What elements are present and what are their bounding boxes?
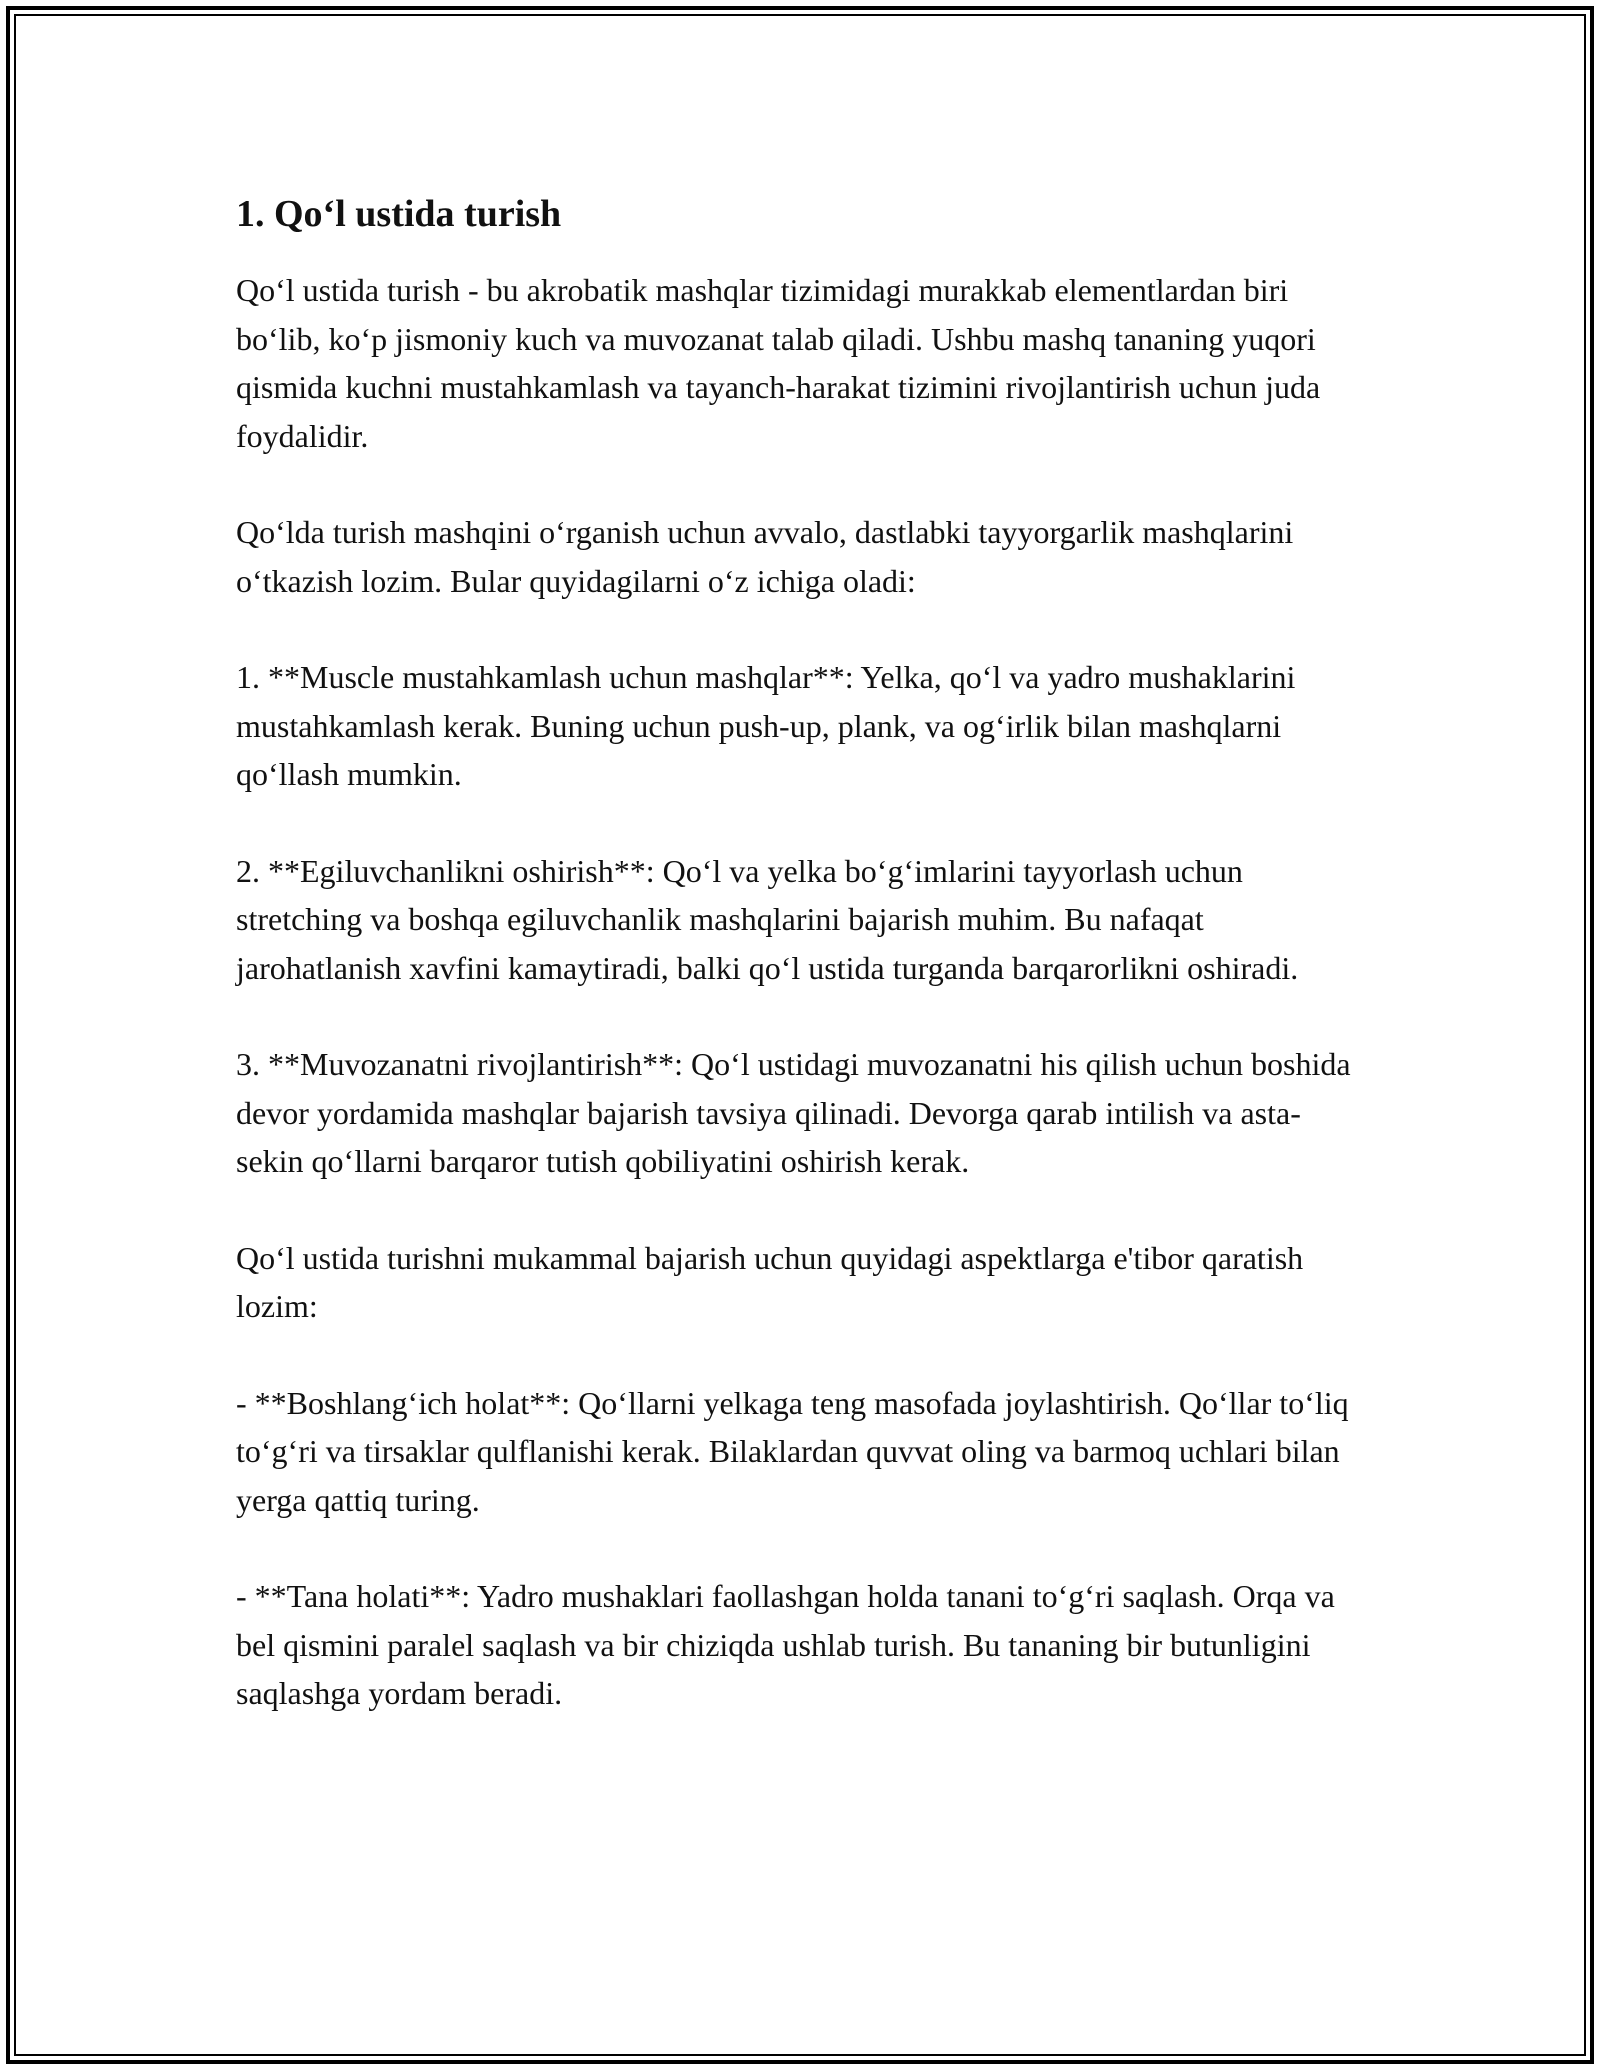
document-body: [236, 190, 1366, 1766]
list-item-muscle: 1. **Muscle mustahkamlash uchun mashqlar**: Yelka, qo‘l va yadro mushaklarini mustahkamlash kerak. Buning uchun push-up, plank, va og‘irlik bilan mashqlarni qo‘llash mumkin.: [236, 659, 1296, 792]
preparation-paragraph: Qo‘lda turish mashqini o‘rganish uchun avvalo, dastlabki tayyorgarlik mashqlarini o‘tkazish lozim. Bular quyidagilarni o‘z ichiga oladi:: [236, 514, 1294, 599]
bullet-body-position: - **Tana holati**: Yadro mushaklari faollashgan holda tanani to‘g‘ri saqlash. Orqa va bel qismini paralel saqlash va bir chiziqda ushlab turish. Bu tananing bir butunligini saqlashga yordam beradi.: [236, 1578, 1335, 1711]
aspects-paragraph: Qo‘l ustida turishni mukammal bajarish uchun quyidagi aspektlarga e'tibor qaratish lozim:: [236, 1239, 1304, 1324]
list-item-flexibility: 2. **Egiluvchanlikni oshirish**: Qo‘l va yelka bo‘g‘imlarini tayyorlash uchun stretching va boshqa egiluvchanlik mashqlarini bajarish muhim. Bu nafaqat jarohatlanish xavfini kamaytiradi, balki qo‘l ustida turganda barqarorlikni oshiradi.: [236, 852, 1299, 986]
list-item-balance: 3. **Muvozanatni rivojlantirish**: Qo‘l ustidagi muvozanatni his qilish uchun boshida devor yordamida mashqlar bajarish tavsiya qilinadi. Devorga qarab intilish va asta-sekin qo‘llarni barqaror tutish qobiliyatini oshirish kerak.: [236, 1046, 1351, 1179]
bullet-starting-position: - **Boshlang‘ich holat**: Qo‘llarni yelkaga teng masofada joylashtirish. Qo‘llar to‘liq to‘g‘ri va tirsaklar qulflanishi kerak. Bilaklardan quvvat oling va barmoq uchlari bilan yerga qattiq turing.: [236, 1384, 1349, 1518]
section-heading: 1. Qo‘l ustida turish: [236, 193, 562, 235]
intro-paragraph: Qo‘l ustida turish - bu akrobatik mashqlar tizimidagi murakkab elementlardan biri bo‘lib, ko‘p jismoniy kuch va muvozanat talab qiladi. Ushbu mashq tananing yuqori qismida kuchni mustahkamlash va tayanch-harakat tizimini rivojlantirish uchun juda foydalidir.: [236, 272, 1321, 454]
